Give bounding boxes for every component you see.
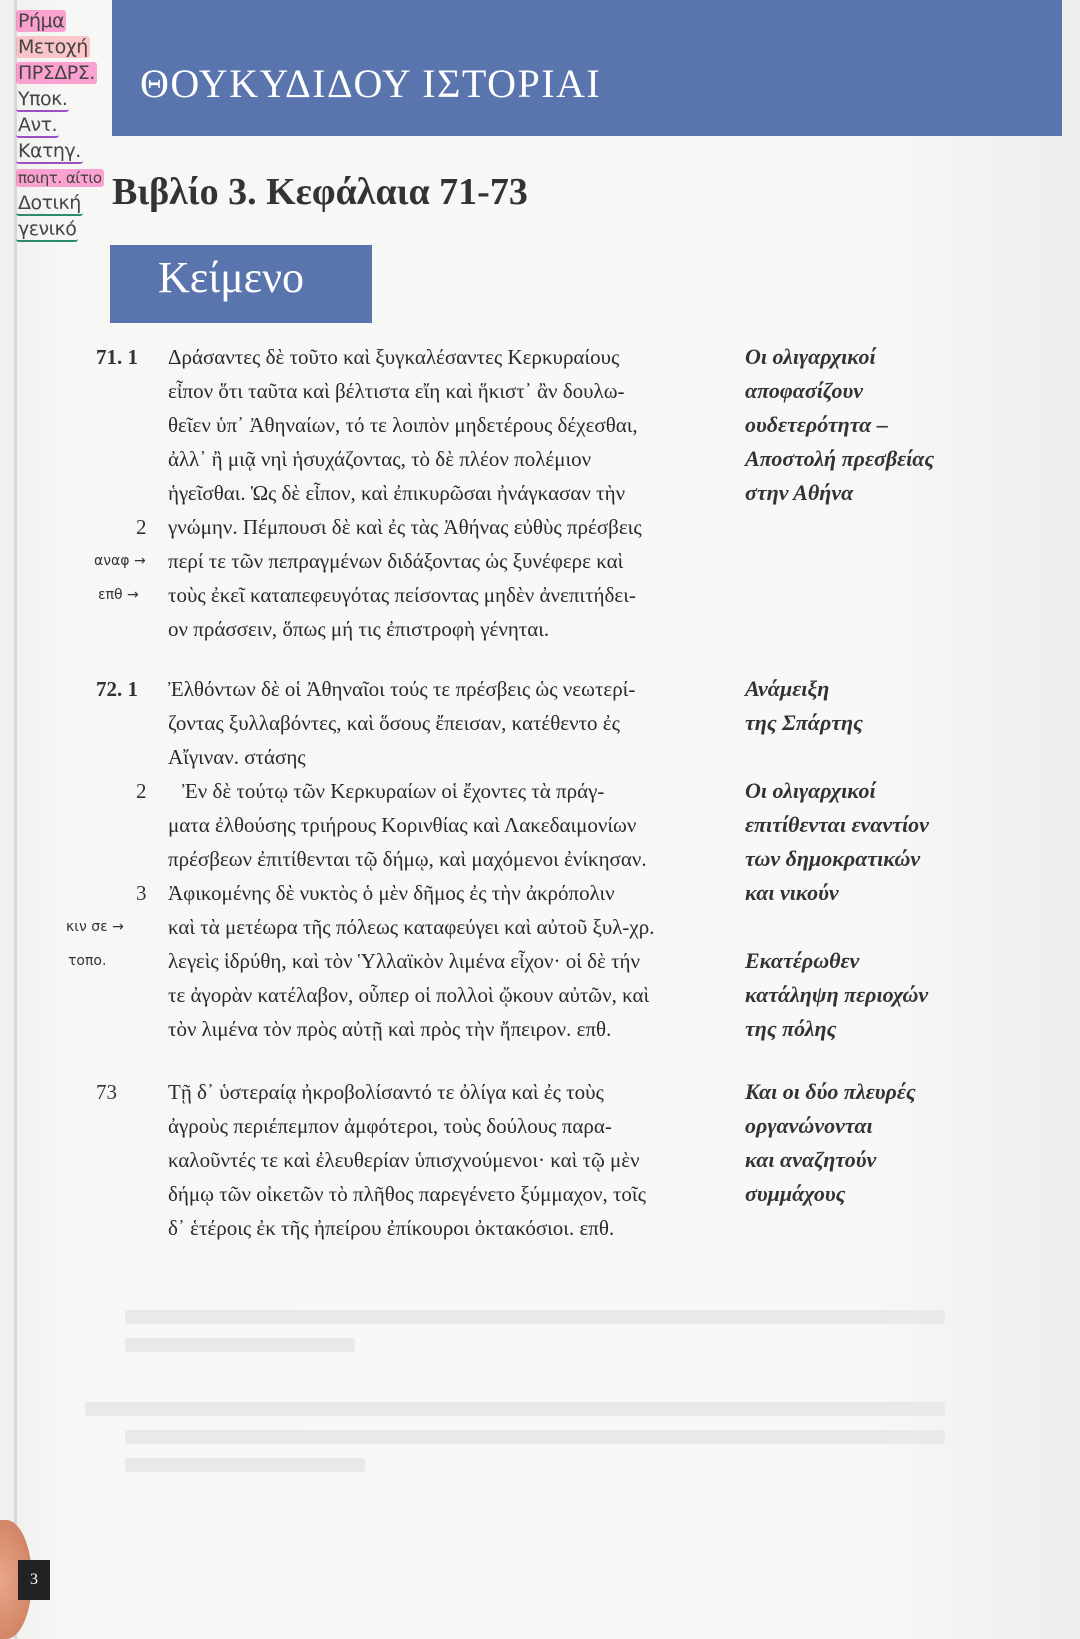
side-note-line: Οι ολιγαρχικοί bbox=[745, 344, 876, 369]
legend-item: Δοτική bbox=[18, 192, 81, 214]
text-line: Ἐλθόντων δὲ οἱ Ἀθηναῖοι τούς τε πρέσβεις ὡς νεωτερί- bbox=[168, 677, 636, 701]
show-through-text bbox=[85, 1402, 945, 1416]
paragraph-72 bbox=[66, 672, 716, 1046]
legend-item: Αντ. bbox=[18, 114, 58, 136]
paragraph-71 bbox=[96, 340, 716, 646]
side-note-line: ουδετερότητα – bbox=[745, 412, 888, 437]
subsection-number: 2 bbox=[136, 515, 147, 539]
side-note-line: των δημοκρατικών bbox=[745, 846, 921, 871]
paragraph-number: 71. 1 bbox=[96, 345, 138, 369]
text-line: πρέσβεων ἐπιτίθενται τῷ δήμῳ, καὶ μαχόμενοι ἐνίκησαν. bbox=[168, 847, 647, 871]
side-note-line: επιτίθενται εναντίον bbox=[745, 812, 929, 837]
side-note-line: αποφασίζουν bbox=[745, 378, 864, 403]
section-title: Κείμενο bbox=[158, 253, 305, 302]
text-line: ζοντας ξυλλαβόντες, καὶ ὅσους ἔπεισαν, κατέθεντο ἐς bbox=[168, 711, 620, 735]
side-note-line: κατάληψη περιοχών bbox=[745, 982, 929, 1007]
text-line: Ἀφικομένης δὲ νυκτὸς ὁ μὲν δῆμος ἐς τὴν ἀκρόπολιν bbox=[168, 881, 615, 905]
side-note-line: και νικούν bbox=[745, 880, 839, 905]
side-note-line: και αναζητούν bbox=[745, 1147, 877, 1172]
legend-item: ποιητ. αίτιο bbox=[18, 169, 102, 187]
text-line: εἶπον ὅτι ταῦτα καὶ βέλτιστα εἴη καὶ ἥκιστ᾽ ἂν δουλω- bbox=[168, 379, 625, 403]
legend-item: Μετοχή bbox=[18, 36, 88, 58]
text-line: Αἴγιναν. στάσης bbox=[168, 745, 306, 769]
handwritten-margin-note: επθ → bbox=[98, 587, 139, 603]
text-line: τὸν λιμένα τὸν πρὸς αὐτῇ καὶ πρὸς τὴν ἤπειρον. επθ. bbox=[168, 1017, 612, 1041]
text-line: περί τε τῶν πεπραγμένων διδάξοντας ὡς ξυνέφερε καὶ bbox=[168, 549, 624, 573]
paragraph-73 bbox=[96, 1075, 716, 1245]
annotation-legend bbox=[16, 8, 126, 242]
side-note-line: συμμάχους bbox=[745, 1181, 846, 1206]
side-note-line: Οι ολιγαρχικοί bbox=[745, 778, 876, 803]
text-line: ον πράσσειν, ὅπως μή τις ἐπιστροφὴ γένηται. bbox=[168, 617, 550, 641]
subsection-number: 2 bbox=[136, 779, 147, 803]
side-note-71 bbox=[745, 340, 995, 510]
text-line: δ᾽ ἑτέροις ἐκ τῆς ἠπείρου ἐπίκουροι ὀκτακόσιοι. επθ. bbox=[168, 1216, 615, 1240]
text-line: Τῇ δ᾽ ὑστεραίᾳ ἠκροβολίσαντό τε ὀλίγα καὶ ἐς τοὺς bbox=[168, 1080, 604, 1104]
side-note-72-1 bbox=[745, 672, 995, 740]
legend-item: Ρήμα bbox=[18, 10, 65, 32]
text-line: ἡγεῖσθαι. Ὡς δὲ εἶπον, καὶ ἐπικυρῶσαι ἠνάγκασαν τὴν bbox=[168, 481, 626, 505]
side-note-line: της πόλης bbox=[745, 1016, 837, 1041]
text-line: ἀλλ᾽ ἢ μιᾷ νηὶ ἡσυχάζοντας, τὸ δὲ πλέον πολέμιον bbox=[168, 447, 592, 471]
text-line: Δράσαντες δὲ τοῦτο καὶ ξυγκαλέσαντες Κερκυραίους bbox=[168, 345, 620, 369]
subsection-number: 3 bbox=[136, 881, 147, 905]
handwritten-margin-note: κιν σε → bbox=[66, 919, 124, 935]
legend-item: Υποκ. bbox=[18, 88, 68, 110]
text-line: θεῖεν ὑπ᾽ Ἀθηναίων, τό τε λοιπὸν μηδετέρους δέχεσθαι, bbox=[168, 413, 638, 437]
text-line: τε ἀγορὰν κατέλαβον, οὗπερ οἱ πολλοὶ ᾤκουν αὐτῶν, καὶ bbox=[168, 983, 650, 1007]
paragraph-number: 72. 1 bbox=[96, 677, 138, 701]
book-title: ΘΟΥΚΥΔΙΔΟΥ ΙΣΤΟΡΙΑΙ bbox=[140, 61, 602, 106]
text-line: δήμῳ τῶν οἰκετῶν τὸ πλῆθος παρεγένετο ξύμμαχον, τοῖς bbox=[168, 1182, 646, 1206]
show-through-text bbox=[125, 1310, 945, 1324]
side-note-72-2 bbox=[745, 774, 995, 910]
side-note-72-3 bbox=[745, 944, 995, 1046]
side-note-73 bbox=[745, 1075, 995, 1211]
show-through-text bbox=[125, 1338, 355, 1352]
show-through-text bbox=[125, 1430, 945, 1444]
page-number: 3 bbox=[18, 1560, 50, 1600]
legend-item: ΠΡΣΔΡΣ. bbox=[18, 62, 95, 84]
legend-item: γενικό bbox=[18, 218, 77, 240]
side-note-line: Ανάμειξη bbox=[745, 676, 830, 701]
text-line: τοὺς ἐκεῖ καταπεφευγότας πείσοντας μηδὲν ἀνεπιτήδει- bbox=[168, 583, 636, 607]
legend-item: Κατηγ. bbox=[18, 140, 81, 162]
handwritten-margin-note: αναφ → bbox=[94, 553, 146, 569]
side-note-line: Και οι δύο πλευρές bbox=[745, 1079, 916, 1104]
text-line: καλοῦντές τε καὶ ἐλευθερίαν ὑπισχνούμενοι· καὶ τῷ μὲν bbox=[168, 1148, 640, 1172]
handwritten-margin-note: τοπο. bbox=[68, 953, 107, 969]
text-line: ἀγροὺς περιέπεμπον ἀμφότεροι, τοὺς δούλους παρα- bbox=[168, 1114, 612, 1138]
side-note-line: οργανώνονται bbox=[745, 1113, 873, 1138]
side-note-line: στην Αθήνα bbox=[745, 480, 854, 505]
side-note-line: της Σπάρτης bbox=[745, 710, 863, 735]
chapter-heading: Βιβλίο 3. Κεφάλαια 71-73 bbox=[112, 171, 528, 213]
side-note-line: Εκατέρωθεν bbox=[745, 948, 860, 973]
text-line: Ἐν δὲ τούτῳ τῶν Κερκυραίων οἱ ἔχοντες τὰ πράγ- bbox=[182, 779, 605, 803]
text-line: ματα ἐλθούσης τριήρους Κορινθίας καὶ Λακεδαιμονίων bbox=[168, 813, 637, 837]
side-note-line: Αποστολή πρεσβείας bbox=[745, 446, 935, 471]
page-edge bbox=[14, 0, 17, 1639]
show-through-text bbox=[125, 1458, 365, 1472]
text-line: καὶ τὰ μετέωρα τῆς πόλεως καταφεύγει καὶ αὐτοῦ ξυλ-χρ. bbox=[168, 915, 655, 939]
text-line: γνώμην. Πέμπουσι δὲ καὶ ἐς τὰς Ἀθήνας εὐθὺς πρέσβεις bbox=[168, 515, 642, 539]
text-line: λεγεὶς ἱδρύθη, καὶ τὸν Ὑλλαϊκὸν λιμένα εἶχον· οἱ δὲ τήν bbox=[168, 949, 641, 973]
paragraph-number: 73 bbox=[96, 1080, 117, 1104]
